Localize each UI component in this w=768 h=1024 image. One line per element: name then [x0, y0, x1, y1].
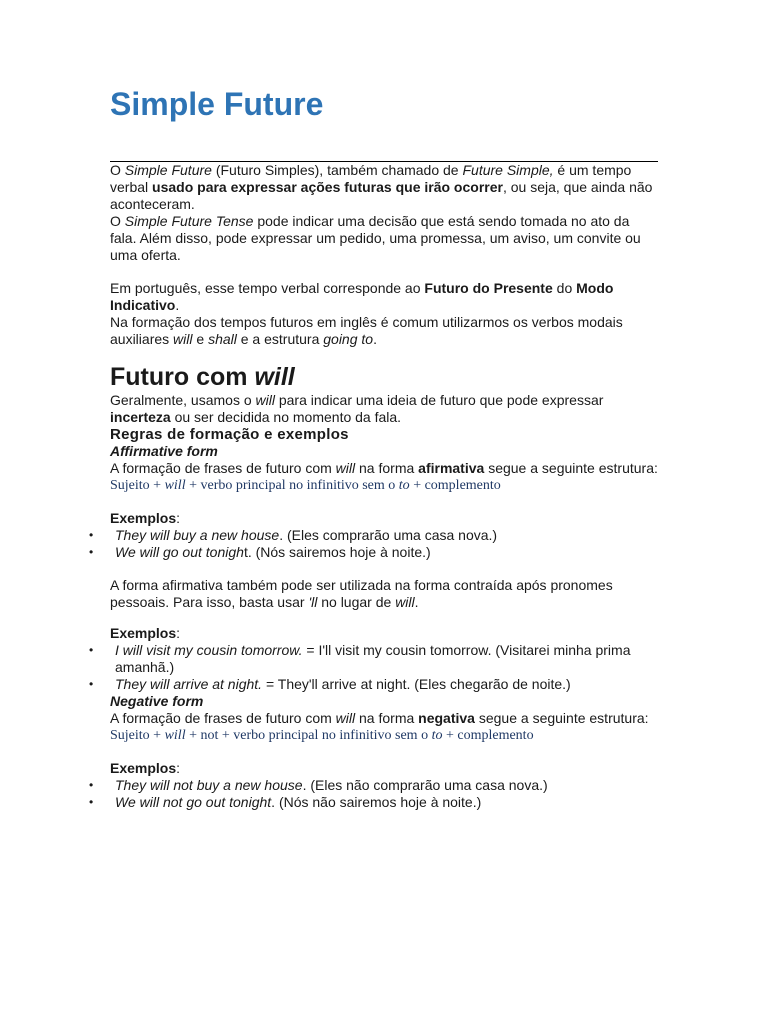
list-item [110, 642, 658, 676]
text: + complemento [442, 728, 534, 743]
document-body [110, 162, 658, 811]
text: Sujeito + [110, 728, 165, 743]
text: Sujeito + [110, 478, 165, 493]
example-english: I will visit my cousin tomorrow. [115, 642, 303, 658]
list-item [110, 544, 658, 561]
example-translation: = I'll visit my cousin tomorrow. (Visitarei minha prima amanhã.) [115, 642, 631, 675]
example-translation: . (Nós não sairemos hoje à noite.) [271, 794, 482, 810]
text: ou ser decidida no momento da fala. [170, 409, 402, 425]
text: : [176, 625, 181, 641]
term-italic: will [335, 460, 356, 476]
emphasis-bold: negativa [418, 710, 475, 726]
affirmative-heading: Affirmative form [110, 443, 218, 459]
text: . [414, 594, 419, 610]
emphasis-bold: Exemplos [110, 625, 177, 641]
term-italic: going to [323, 331, 374, 347]
example-translation: = They'll arrive at night. (Eles chegarão de noite.) [262, 676, 571, 692]
example-english: They will arrive at night. [115, 676, 263, 692]
negative-description [110, 710, 658, 727]
text: A formação de frases de futuro com [110, 460, 336, 476]
text: + verbo principal no infinitivo sem o [185, 478, 399, 493]
text: O [110, 162, 125, 178]
text: : [176, 510, 181, 526]
term-italic: will [164, 728, 186, 743]
term-italic: Future Simple, [462, 162, 554, 178]
list-item [110, 676, 658, 693]
term-italic: will [395, 594, 415, 610]
examples-label [110, 760, 658, 777]
text: na forma [355, 710, 419, 726]
text: e a estrutura [236, 331, 324, 347]
affirmative-description [110, 460, 658, 477]
examples-label [110, 510, 658, 527]
text: segue a seguinte estrutura: [484, 460, 658, 476]
text: , ou seja, que ainda não aconteceram. [110, 179, 653, 212]
contracted-examples-list [110, 642, 658, 693]
list-item [110, 794, 658, 811]
text: (Futuro Simples), também chamado de [211, 162, 463, 178]
text: Na formação dos tempos futuros em inglês é comum utilizarmos os verbos modais auxiliares [110, 314, 623, 347]
term-italic: Simple Future Tense [124, 213, 254, 229]
text: A formação de frases de futuro com [110, 710, 336, 726]
text: no lugar de [317, 594, 396, 610]
example-translation: t. (Nós sairemos hoje à noite.) [243, 544, 431, 560]
examples-label [110, 625, 658, 642]
text: Geralmente, usamos o [110, 392, 256, 408]
affirmative-examples-list [110, 527, 658, 561]
list-item [110, 527, 658, 544]
term-italic: will [173, 331, 193, 347]
emphasis-bold: Futuro do Presente [424, 280, 553, 296]
text: segue a seguinte estrutura: [474, 710, 649, 726]
example-english: They will not buy a new house [115, 777, 303, 793]
text: : [176, 760, 181, 776]
term-italic: 'll [308, 594, 318, 610]
intro-paragraph-2 [110, 213, 658, 264]
text: e [192, 331, 209, 347]
example-english: We will not go out tonight [115, 794, 272, 810]
term-italic: will [335, 710, 356, 726]
section-heading-will [110, 362, 658, 392]
text: para indicar uma ideia de futuro que pode expressar [274, 392, 604, 408]
text: . [175, 297, 180, 313]
emphasis-bold: afirmativa [418, 460, 485, 476]
text: . [373, 331, 377, 347]
text: O [110, 213, 125, 229]
example-translation: . (Eles comprarão uma casa nova.) [279, 527, 498, 543]
term-italic: Simple Future [124, 162, 212, 178]
term-italic: will [254, 363, 295, 391]
intro-paragraph-3 [110, 280, 658, 314]
list-item [110, 777, 658, 794]
emphasis-bold: Modo Indicativo [110, 280, 614, 313]
example-translation: . (Eles não comprarão uma casa nova.) [302, 777, 548, 793]
example-english: We will go out tonigh [115, 544, 244, 560]
affirmative-formula [110, 477, 658, 494]
emphasis-bold: usado para expressar ações futuras que irão ocorrer [152, 179, 503, 195]
negative-formula [110, 727, 658, 744]
emphasis-bold: Exemplos [110, 510, 177, 526]
text: pode indicar uma decisão que está sendo tomada no ato da fala. Além disso, pode expressar um pedido, uma promessa, um aviso, um convite ou uma oferta. [110, 213, 641, 263]
text: Em português, esse tempo verbal corresponde ao [110, 280, 425, 296]
rules-heading: Regras de formação e exemplos [110, 426, 349, 443]
negative-heading: Negative form [110, 693, 204, 709]
text: do [552, 280, 577, 296]
example-english: They will buy a new house [115, 527, 280, 543]
term-italic: will [164, 478, 186, 493]
term-italic: to [431, 728, 443, 743]
text: + not + verbo principal no infinitivo sem o [185, 728, 432, 743]
text: A forma afirmativa também pode ser utilizada na forma contraída após pronomes pessoais. Para isso, basta usar [110, 577, 613, 610]
will-paragraph [110, 392, 658, 426]
text: na forma [355, 460, 419, 476]
term-italic: to [398, 478, 410, 493]
text: + complemento [409, 478, 501, 493]
negative-examples-list [110, 777, 658, 811]
text: Futuro com [110, 363, 255, 391]
intro-paragraph-1 [110, 162, 658, 213]
term-italic: shall [208, 331, 237, 347]
intro-paragraph-4 [110, 314, 658, 348]
contracted-form-paragraph [110, 577, 658, 611]
emphasis-bold: incerteza [110, 409, 171, 425]
text: é um tempo verbal [110, 162, 632, 195]
term-italic: will [255, 392, 275, 408]
page-title: Simple Future [110, 86, 324, 122]
emphasis-bold: Exemplos [110, 760, 177, 776]
